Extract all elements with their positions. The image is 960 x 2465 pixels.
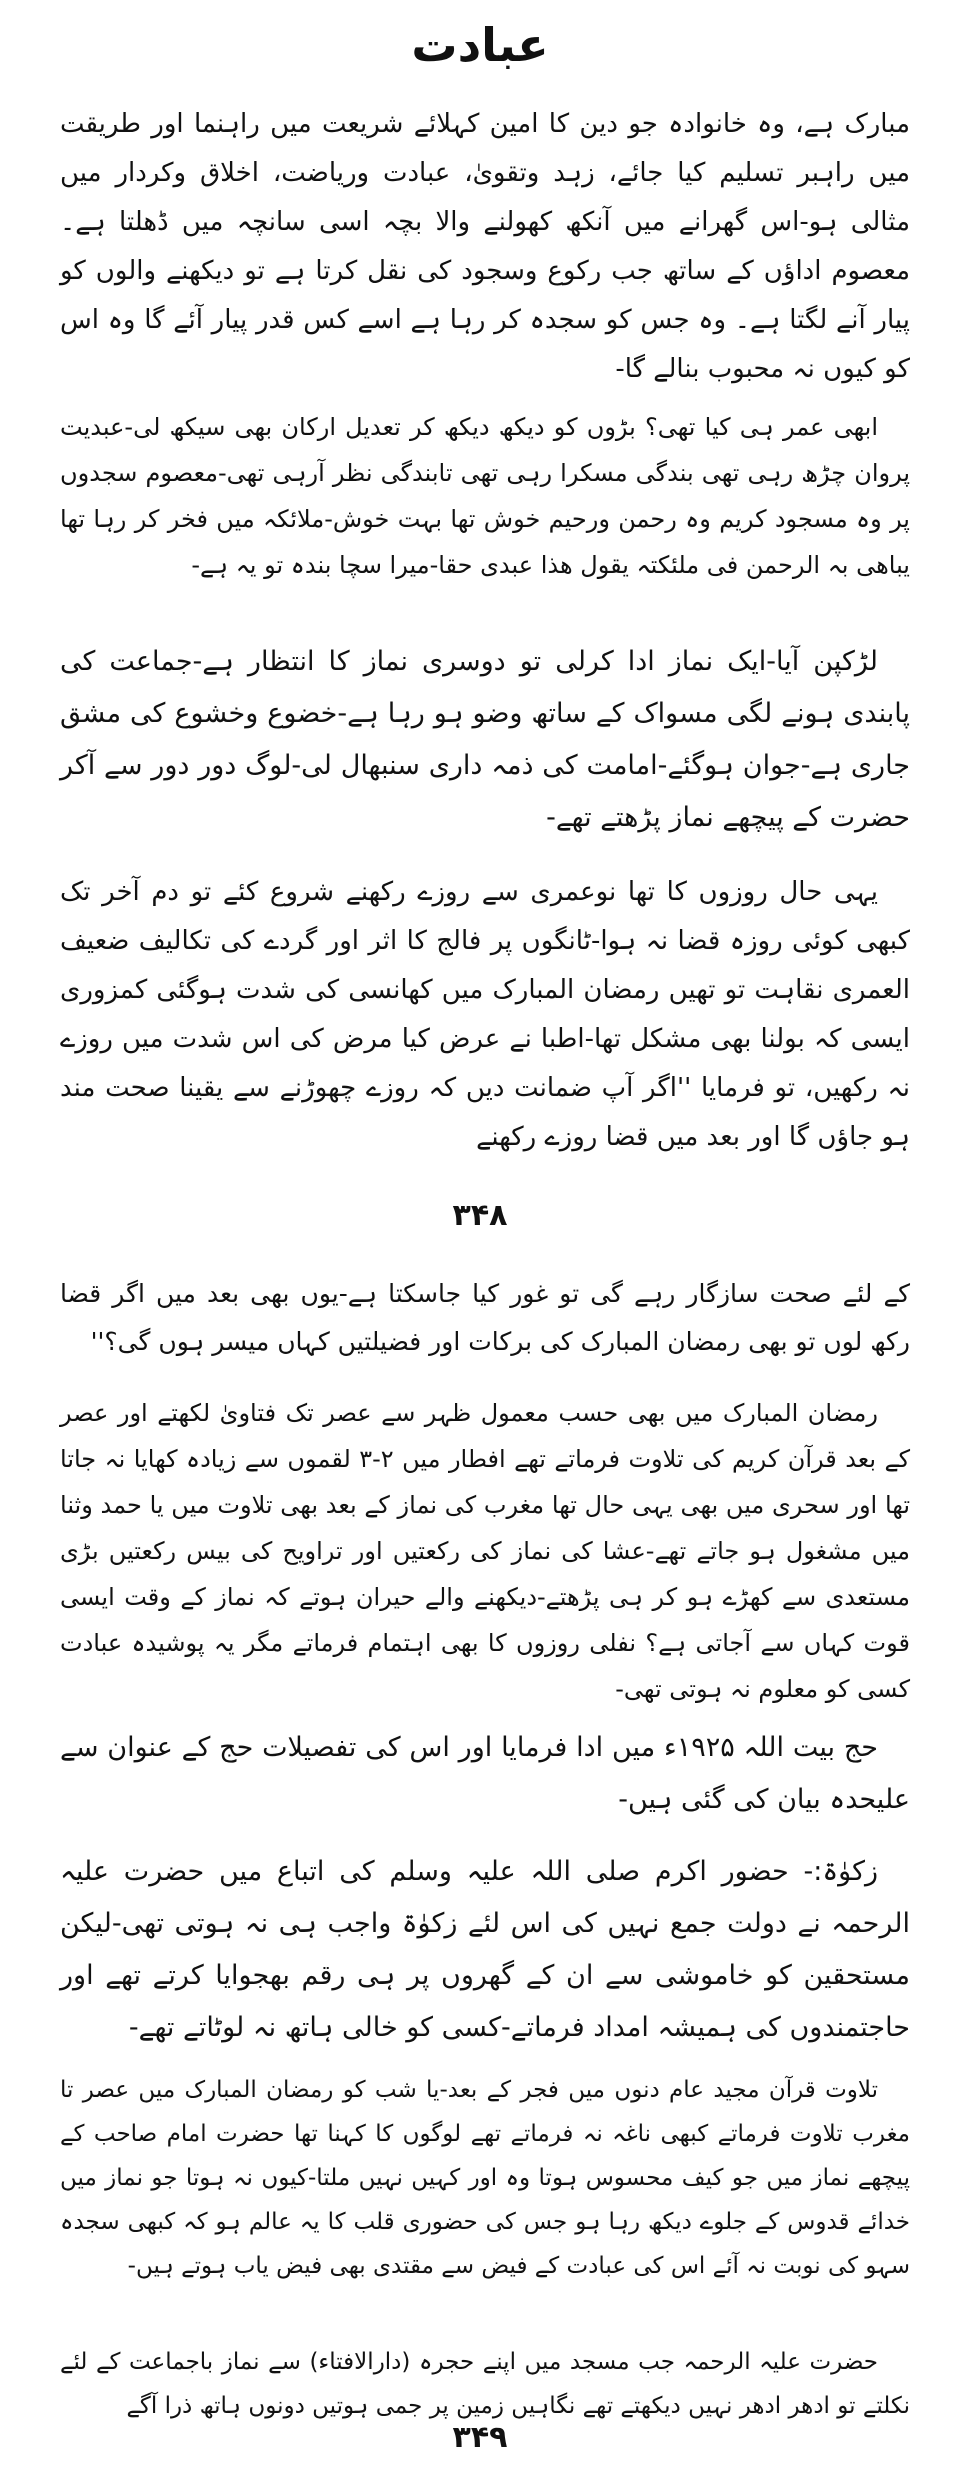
paragraph: رمضان المبارک میں بھی حسب معمول ظہر سے عصر تک فتاویٰ لکھتے اور عصر کے بعد قرآن کریم کی تلاوت فرماتے تھے افطار میں ۲-۳ لقموں سے زیادہ کھایا نہ جاتا تھا اور سحری میں بھی یہی حال تھا مغرب کی نماز کے بعد بھی تلاوت میں یا حمد وثنا میں مشغول ہو جاتے تھے-عشا کی نماز کی رکعتیں اور تراویح کی بیس رکعتیں بڑی مستعدی سے کھڑے ہو کر ہی پڑھتے-دیکھنے والے حیران ہوتے کہ نماز کے وقت ایسی قوت کہاں سے آجاتی ہے؟ نفلی روزوں کا بھی اہتمام فرماتے مگر یہ پوشیدہ عبادت کسی کو معلوم نہ ہوتی تھی- bbox=[60, 1399, 910, 1703]
paragraph: مبارک ہے، وہ خانوادہ جو دین کا امین کہلائے شریعت میں راہنما اور طریقت میں راہبر تسلیم کیا جائے، زہد وتقویٰ، عبادت وریاضت، اخلاق وکردار میں مثالی ہو-اس گھرانے میں آنکھ کھولنے والا بچہ اسی سانچہ میں ڈھلتا ہے۔ معصوم اداؤں کے ساتھ جب رکوع وسجود کی نقل کرتا ہے تو دیکھنے والوں کو پیار آنے لگتا ہے۔ وہ جس کو سجدہ کر رہا ہے اسے کس قدر پیار آئے گا وہ اس کو کیوں نہ محبوب بنالے گا- bbox=[60, 109, 910, 384]
paragraph: لڑکپن آیا-ایک نماز ادا کرلی تو دوسری نماز کا انتظار ہے-جماعت کی پابندی ہونے لگی مسواک کے ساتھ وضو ہو رہا ہے-خضوع وخشوع کی مشق جاری ہے-جوان ہوگئے-امامت کی ذمہ داری سنبھال لی-لوگ دور دور سے آکر حضرت کے پیچھے نماز پڑھتے تھے- bbox=[60, 646, 910, 833]
page-number: ۳۴۸ bbox=[452, 1198, 508, 1233]
paragraph: حضرت علیہ الرحمہ جب مسجد میں اپنے حجرہ (دارالافتاء) سے نماز باجماعت کے لئے نکلتے تو ادھر ادھر نہیں دیکھتے تھے نگاہیں زمین پر جمی ہوتیں دونوں ہاتھ ذرا آگے bbox=[60, 2349, 910, 2419]
paragraph: کے لئے صحت سازگار رہے گی تو غور کیا جاسکتا ہے-یوں بھی بعد میں اگر قضا رکھ لوں تو بھی رمضان المبارک کی برکات اور فضیلتیں کہاں میسر ہوں گی؟'' bbox=[60, 1279, 910, 1356]
page-title: عبادت bbox=[411, 18, 549, 72]
paragraph: تلاوت قرآن مجید عام دنوں میں فجر کے بعد-یا شب کو رمضان المبارک میں عصر تا مغرب تلاوت فرماتے کبھی ناغہ نہ فرماتے تھے لوگوں کا کہنا تھا حضرت امام صاحب کے پیچھے نماز میں جو کیف محسوس ہوتا وہ اور کہیں نہیں ملتا-کیوں نہ ہوتا جو نماز میں خدائے قدوس کے جلوے دیکھ رہا ہو جس کی حضوری قلب کا یہ عالم ہو کہ کبھی سجدہ سہو کی نوبت نہ آئے اس کی عبادت کے فیض سے مقتدی بھی فیض یاب ہوتے ہیں- bbox=[60, 2077, 910, 2279]
paragraph: حج بیت اللہ ۱۹۲۵ء میں ادا فرمایا اور اس کی تفصیلات حج کے عنوان سے علیحدہ بیان کی گئی ہیں- bbox=[60, 1732, 910, 1815]
paragraph: زکوٰۃ:- حضور اکرم صلی اللہ علیہ وسلم کی اتباع میں حضرت علیہ الرحمہ نے دولت جمع نہیں کی اس لئے زکوٰۃ واجب ہی نہ ہوتی تھی-لیکن مستحقین کو خاموشی سے ان کے گھروں پر ہی رقم بھجوایا کرتے تھے اور حاجتمندوں کی ہمیشہ امداد فرماتے-کسی کو خالی ہاتھ نہ لوٹاتے تھے- bbox=[60, 1856, 910, 2043]
page-number: ۳۴۹ bbox=[452, 2420, 508, 2455]
paragraph: یہی حال روزوں کا تھا نوعمری سے روزے رکھنے شروع کئے تو دم آخر تک کبھی کوئی روزہ قضا نہ ہوا-ٹانگوں پر فالج کا اثر اور گردے کی تکالیف ضعیف العمری نقاہت تو تھیں رمضان المبارک میں کھانسی کی شدت ہوگئی کمزوری ایسی کہ بولنا بھی مشکل تھا-اطبا نے عرض کیا مرض کی اس شدت میں روزے نہ رکھیں، تو فرمایا ''اگر آپ ضمانت دیں کہ روزے چھوڑنے سے یقینا صحت مند ہو جاؤں گا اور بعد میں قضا روزے رکھنے bbox=[60, 877, 910, 1152]
paragraph: ابھی عمر ہی کیا تھی؟ بڑوں کو دیکھ دیکھ کر تعدیل ارکان بھی سیکھ لی-عبدیت پروان چڑھ رہی تھی بندگی مسکرا رہی تھی تابندگی نظر آرہی تھی-معصوم سجدوں پر وہ مسجود کریم وہ رحمن ورحیم خوش تھا بہت خوش-ملائکہ میں فخر کر رہا تھا یباھی بہ الرحمن فی ملئکتہ یقول ھذا عبدی حقا-میرا سچا بندہ تو یہ ہے- bbox=[60, 413, 910, 579]
